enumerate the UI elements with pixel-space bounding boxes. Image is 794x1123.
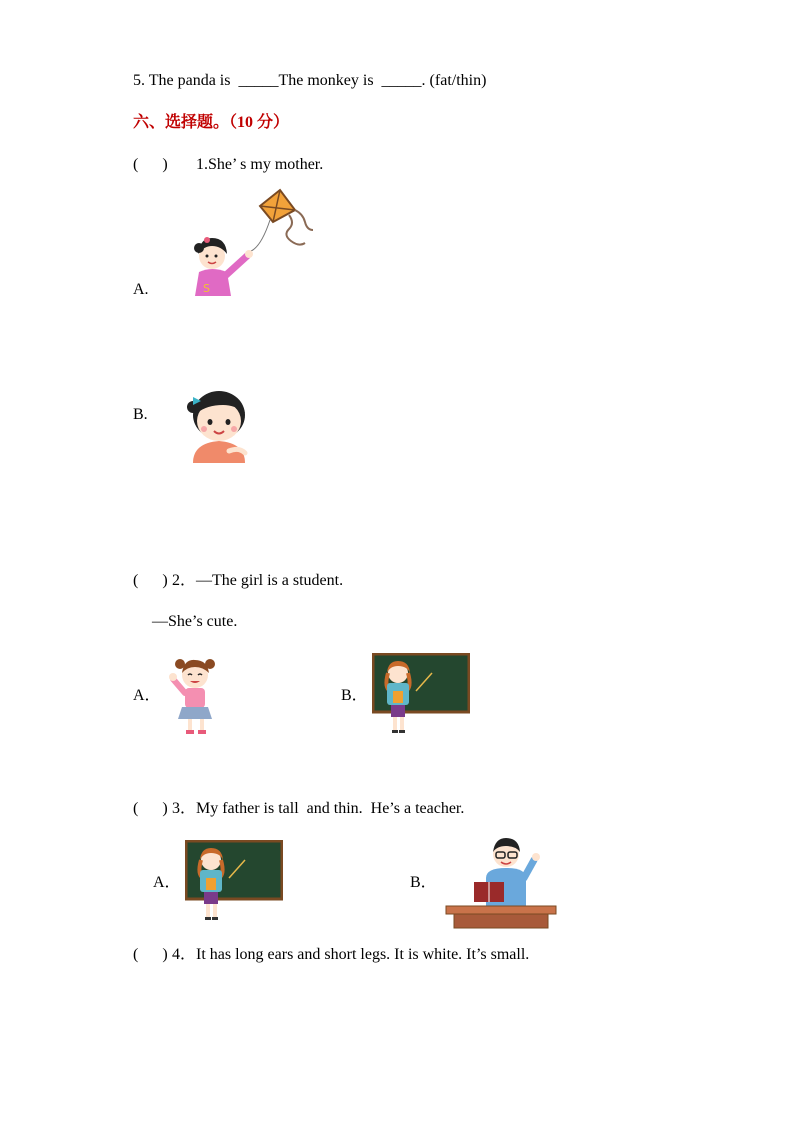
answer-blank-2[interactable]: ( ) [133, 572, 168, 589]
question-5-text: 5. The panda is _____The monkey is _____. (fat/thin) [133, 72, 487, 89]
question-4-text: 4．It has long ears and short legs. It is white. It’s small. [172, 946, 530, 963]
question-2-text: 2．—The girl is a student. [172, 572, 344, 589]
q2-option-b-label: B． [341, 687, 368, 704]
smiling-girl-image [185, 385, 253, 463]
question-1-text: 1.She’ s my mother. [196, 156, 324, 173]
q2-option-a-label: A． [133, 687, 161, 704]
question-2-reply: —She’s cute. [152, 613, 238, 630]
answer-blank-3[interactable]: ( ) [133, 800, 168, 817]
teacher-blackboard-image [372, 653, 470, 735]
q1-option-a-label: A. [133, 281, 149, 298]
section-heading: 六、选择题。（10 分） [133, 114, 290, 131]
female-teacher-blackboard-image [185, 840, 283, 922]
q3-option-a-label: A． [153, 874, 181, 891]
svg-text:S: S [203, 282, 210, 295]
answer-blank-1[interactable]: ( ) [133, 156, 168, 173]
girl-flying-kite-image [185, 188, 313, 296]
q1-option-b-label: B. [133, 406, 148, 423]
q3-option-b-label: B． [410, 874, 437, 891]
student-girl-image [168, 657, 222, 735]
question-3-text: 3．My father is tall and thin. He’s a teacher. [172, 800, 465, 817]
answer-blank-4[interactable]: ( ) [133, 946, 168, 963]
male-teacher-desk-image [444, 836, 558, 930]
